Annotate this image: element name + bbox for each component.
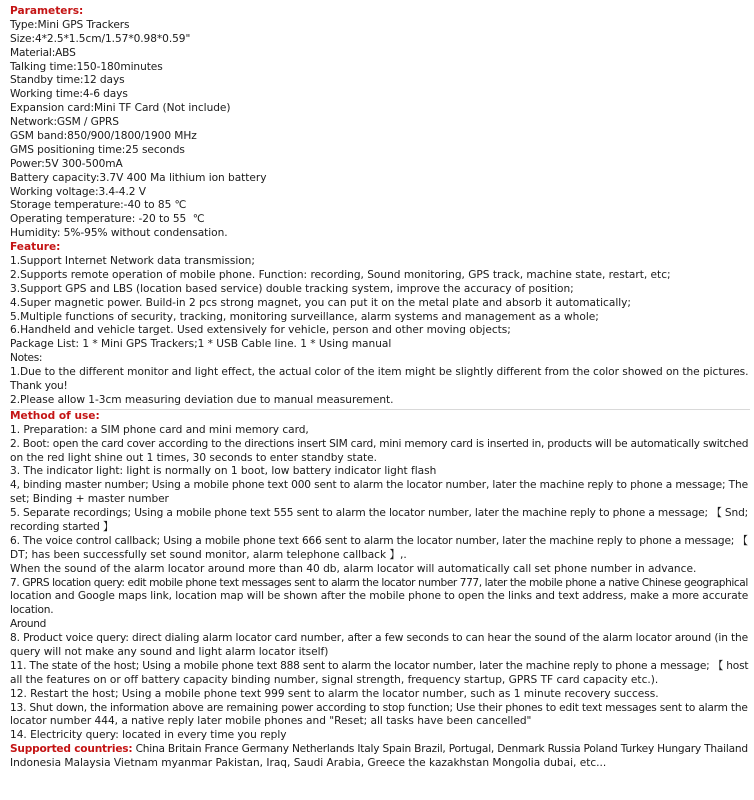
supported-countries-line [10,743,750,757]
method-line: 7. GPRS location query: edit mobile phone text messages sent to alarm the locator number 777, later the mobile phone a native Chinese geographical [10,576,748,589]
product-description [10,5,750,771]
parameter-item: Material:ABS [10,46,76,59]
method-line: 14. Electricity query: located in every time you reply [10,729,287,742]
method-line: 5. Separate recordings; Using a mobile phone text 555 sent to alarm the locator number, later the machine reply to phone a message; 【 Snd; [10,507,749,520]
note-item: 1.Due to the different monitor and light effect, the actual color of the item might be slightly different from the color showed on the pictures. [10,366,749,379]
method-line: recording started 】 [10,520,114,533]
parameter-item: Talking time:150-180minutes [10,60,163,73]
parameters-heading: Parameters: [10,5,84,17]
method-line: 4, binding master number; Using a mobile phone text 000 sent to alarm the locator number, later the machine reply to phone a message; The [10,479,748,492]
method-heading: Method of use: [10,409,100,422]
feature-item: 6.Handheld and vehicle target. Used extensively for vehicle, person and other moving objects; [10,324,511,337]
parameter-item: Working time:4-6 days [10,88,128,101]
method-line: 8. Product voice query: direct dialing alarm locator card number, after a few seconds to can hear the sound of the alarm locator around (in the [10,632,748,645]
parameter-item: Working voltage:3.4-4.2 V [10,185,146,198]
feature-item: 1.Support Internet Network data transmission; [10,255,255,268]
method-line: When the sound of the alarm locator around more than 40 db, alarm locator will automatically call set phone number in advance. [10,562,697,575]
parameter-item: Size:4*2.5*1.5cm/1.57*0.98*0.59" [10,32,191,45]
method-line: locator number 444, a native reply later mobile phones and "Reset; all tasks have been cancelled" [10,715,532,728]
parameter-item: Storage temperature:-40 to 85 ℃ [10,199,187,212]
package-list: Package List: 1 * Mini GPS Trackers;1 * USB Cable line. 1 * Using manual [10,338,392,351]
notes-label: Notes: [10,352,43,365]
method-line: 2. Boot: open the card cover according to the directions insert SIM card, mini memory card is inserted in, products will be automatically switched [10,437,749,450]
method-line: all the features on or off battery capacity binding number, signal strength, frequency startup, GPRS TF card capacity etc.). [10,673,659,686]
method-line: DT; has been successfully set sound monitor, alarm telephone callback 】,. [10,548,407,561]
parameter-item: Standby time:12 days [10,74,125,87]
parameter-item: Expansion card:Mini TF Card (Not include) [10,102,231,115]
feature-list [10,255,750,408]
method-line: 3. The indicator light: light is normally on 1 boot, low battery indicator light flash [10,465,437,478]
feature-item: 4.Super magnetic power. Build-in 2 pcs strong magnet, you can put it on the metal plate and absorb it automatically; [10,296,631,309]
countries-heading: Supported countries: [10,743,133,756]
parameter-item: Power:5V 300-500mA [10,157,123,170]
method-line: 6. The voice control callback; Using a mobile phone text 666 sent to alarm the locator number, later the machine reply to phone a message; 【 [10,534,748,547]
feature-heading: Feature: [10,241,61,254]
parameter-item: Humidity: 5%-95% without condensation. [10,227,228,240]
method-line: 11. The state of the host; Using a mobile phone text 888 sent to alarm the locator number, later the machine reply to phone a message; 【 host [10,659,749,672]
note-item: 2.Please allow 1-3cm measuring deviation due to manual measurement. [10,393,394,406]
feature-item: 2.Supports remote operation of mobile phone. Function: recording, Sound monitoring, GPS track, machine state, restart, etc; [10,268,671,281]
parameters-list [10,19,750,241]
method-line: on the red light shine out 1 times, 30 seconds to enter standby state. [10,451,377,464]
countries-list-part2: Indonesia Malaysia Vietnam myanmar Pakistan, Iraq, Saudi Arabia, Greece the kazakhstan Mongolia dubai, etc... [10,757,607,770]
method-line: 12. Restart the host; Using a mobile phone text 999 sent to alarm the locator number, such as 1 minute recovery success. [10,687,659,700]
parameter-item: GMS positioning time:25 seconds [10,143,185,156]
feature-item: 3.Support GPS and LBS (location based service) double tracking system, improve the accuracy of position; [10,282,574,295]
method-line: location and Google maps link, location map will be shown after the mobile phone to open the links and text address, make a more accurate [10,590,749,603]
parameter-item: Operating temperature: -20 to 55 ℃ [10,213,205,226]
method-line: location. [10,604,54,617]
method-line: Around [10,618,47,631]
method-line: 13. Shut down, the information above are remaining power according to stop function; Use their phones to edit text messages sent to alarm the [10,701,748,714]
countries-list-part1: China Britain France Germany Netherlands Italy Spain Brazil, Portugal, Denmark Russia Poland Turkey Hungary Thailand [132,743,748,756]
method-line: set; Binding + master number [10,493,169,506]
note-thanks: Thank you! [10,380,68,393]
parameter-item: Battery capacity:3.7V 400 Ma lithium ion battery [10,171,267,184]
parameter-item: Network:GSM / GPRS [10,116,119,129]
method-line: query will not make any sound and light alarm locator itself) [10,645,329,658]
method-list [10,424,750,743]
method-line: 1. Preparation: a SIM phone card and mini memory card, [10,423,309,436]
parameter-item: Type:Mini GPS Trackers [10,18,130,31]
parameter-item: GSM band:850/900/1800/1900 MHz [10,130,197,143]
feature-item: 5.Multiple functions of security, tracking, monitoring surveillance, alarm systems and management as a whole; [10,310,599,323]
